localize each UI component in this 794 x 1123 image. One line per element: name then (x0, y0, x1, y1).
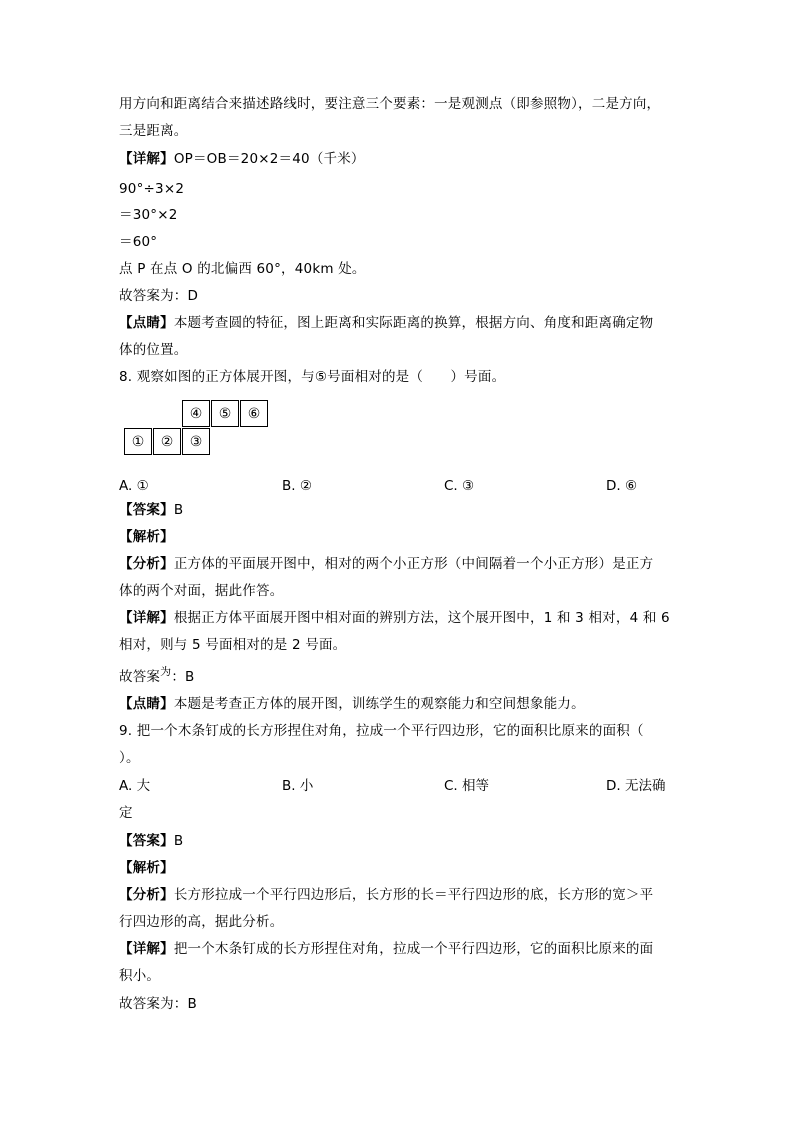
text-line: 用方向和距离结合来描述路线时，要注意三个要素：一是观测点（即参照物），二是方向， (119, 96, 661, 112)
net-cell-2: ② (153, 428, 181, 455)
option-c: C. ③ (444, 478, 475, 494)
fenxi-line (119, 555, 653, 573)
text-line: 积小。 (119, 968, 161, 984)
text: ：B (171, 669, 195, 685)
section-tag: 【分析】 (119, 556, 174, 572)
answer-value: B (173, 502, 184, 518)
answer-line (119, 501, 183, 519)
detail-line (119, 150, 365, 168)
net-cell-6: ⑥ (240, 400, 268, 427)
math-line: ＝60° (119, 234, 158, 250)
option-d: D. ⑥ (606, 478, 638, 494)
section-tag: 【详解】 (119, 610, 174, 626)
text: 根据正方体平面展开图中相对面的辨别方法，这个展开图中，1 和 3 相对，4 和 6 (173, 610, 670, 626)
text: 正方体的平面展开图中，相对的两个小正方形（中间隔着一个小正方形）是正方 (173, 556, 654, 572)
text: OP＝OB＝20×2＝40（千米） (173, 151, 365, 167)
net-cell-3: ③ (182, 428, 210, 455)
text-line: 相对，则与 5 号面相对的是 2 号面。 (119, 637, 347, 653)
option-a: A. 大 (119, 778, 151, 794)
net-cell-4: ④ (182, 400, 210, 427)
option-a: A. ① (119, 478, 149, 494)
section-tag: 【分析】 (119, 887, 174, 903)
text: 把一个木条钉成的长方形捏住对角，拉成一个平行四边形，它的面积比原来的面 (173, 941, 654, 957)
text-line: 点 P 在点 O 的北偏西 60°，40km 处。 (119, 261, 366, 277)
fenxi-line (119, 886, 653, 904)
option-c: C. 相等 (444, 778, 490, 794)
question-9-stem-wrap: ）。 (119, 750, 140, 766)
answer-line: 故答案为：D (119, 288, 199, 304)
text: 本题是考查正方体的展开图，训练学生的观察能力和空间想象能力。 (173, 696, 585, 712)
option-b: B. ② (282, 478, 312, 494)
section-tag: 【点睛】 (119, 315, 174, 331)
section-tag: 【详解】 (119, 941, 174, 957)
text: 为 (160, 665, 172, 678)
text-line: 体的位置。 (119, 342, 188, 358)
option-d-wrap: 定 (119, 805, 133, 821)
answer-line: 故答案为：B (119, 996, 197, 1012)
xiangjie-line (119, 940, 653, 958)
jiexi-heading: 【解析】 (119, 529, 174, 545)
answer-line (119, 832, 183, 850)
text: 故答案 (119, 669, 161, 685)
question-9-stem: 9. 把一个木条钉成的长方形捏住对角，拉成一个平行四边形，它的面积比原来的面积（ (119, 723, 644, 739)
section-tag: 【点睛】 (119, 696, 174, 712)
section-tag: 【详解】 (119, 151, 174, 167)
math-line: 90°÷3×2 (119, 181, 185, 197)
net-cell-5: ⑤ (211, 400, 239, 427)
section-tag: 【答案】 (119, 833, 174, 849)
dianjing-line (119, 695, 585, 713)
option-d: D. 无法确 (606, 778, 666, 794)
answer-value: B (173, 833, 184, 849)
option-b: B. 小 (282, 778, 314, 794)
text-line: 行四边形的高，据此分析。 (119, 914, 284, 930)
question-8-stem: 8. 观察如图的正方体展开图，与⑤号面相对的是（ ）号面。 (119, 369, 506, 385)
text: 本题考查圆的特征，图上距离和实际距离的换算，根据方向、角度和距离确定物 (173, 315, 654, 331)
dianjing-line (119, 314, 653, 332)
answer-line (119, 665, 195, 687)
xiangjie-line (119, 609, 670, 627)
section-tag: 【答案】 (119, 502, 174, 518)
net-cell-1: ① (124, 428, 152, 455)
jiexi-heading: 【解析】 (119, 860, 174, 876)
text-line: 三是距离。 (119, 123, 188, 139)
math-line: ＝30°×2 (119, 207, 178, 223)
text-line: 体的两个对面，据此作答。 (119, 583, 284, 599)
text: 长方形拉成一个平行四边形后，长方形的长＝平行四边形的底，长方形的宽＞平 (173, 887, 654, 903)
